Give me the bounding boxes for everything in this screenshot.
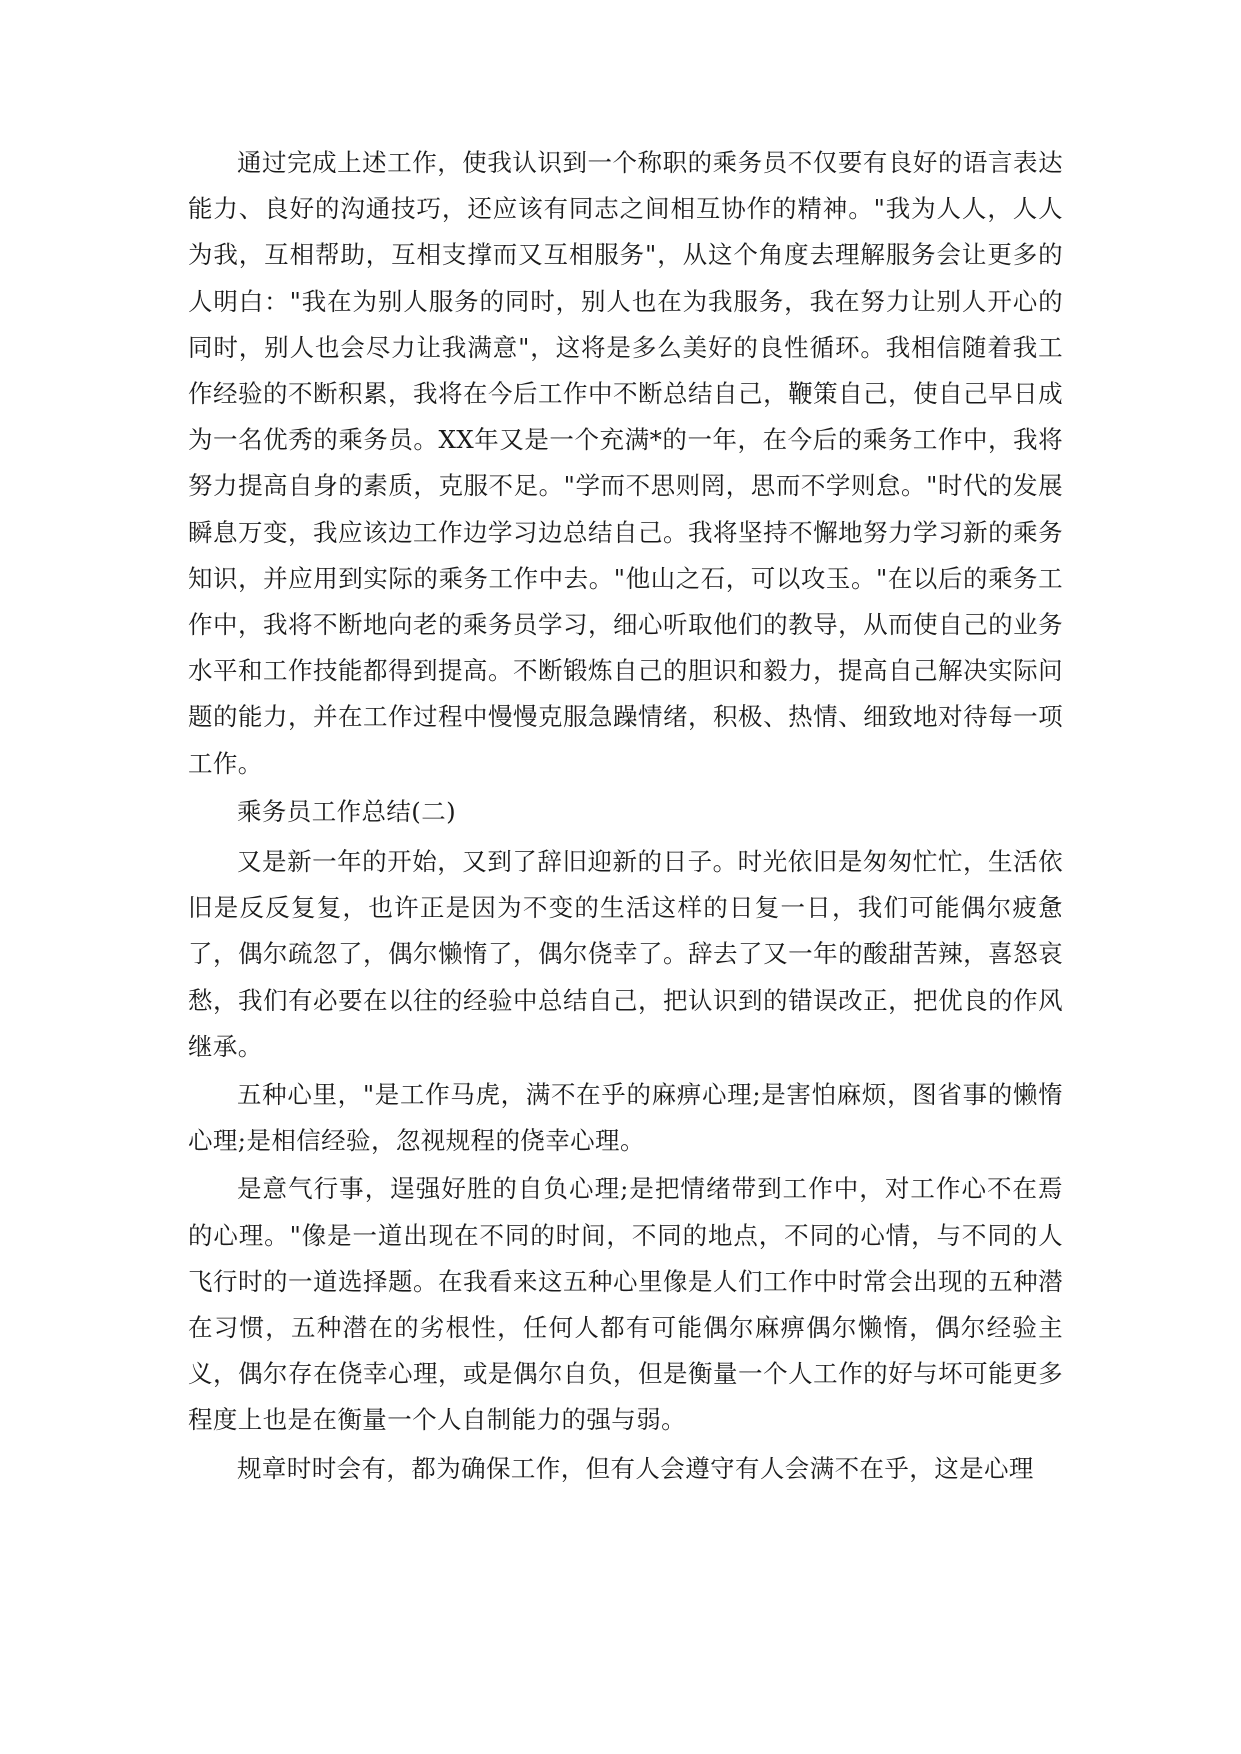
paragraph-five-mindsets: 五种心里，"是工作马虎，满不在乎的麻痹心理;是害怕麻烦，图省事的懒惰心理;是相信经验，忽视规程的侥幸心理。 <box>188 1080 1063 1156</box>
paragraph-new-year: 又是新一年的开始，又到了辞旧迎新的日子。时光依旧是匆匆忙忙，生活依旧是反反复复，也许正是因为不变的生活这样的日复一日，我们可能偶尔疲惫了，偶尔疏忽了，偶尔懒惰了，偶尔侥幸了。辞去了又一年的酸甜苦辣，喜怒哀愁，我们有必要在以往的经验中总结自己，把认识到的错误改正，把优良的作风继承。 <box>188 847 1063 1061</box>
section-heading: 乘务员工作总结(二) <box>237 796 457 826</box>
paragraph-conclusion: 通过完成上述工作，使我认识到一个称职的乘务员不仅要有良好的语言表达能力、良好的沟通技巧，还应该有同志之间相互协作的精神。"我为人人，人人为我，互相帮助，互相支撑而又互相服务"，从这个角度去理解服务会让更多的人明白："我在为别人服务的同时，别人也在为我服务，我在努力让别人开心的同时，别人也会尽力让我满意"，这将是多么美好的良性循环。我相信随着我工作经验的不断积累，我将在今后工作中不断总结自己，鞭策自己，使自己早日成为一名优秀的乘务员。XX年又是一个充满*的一年，在今后的乘务工作中，我将努力提高自身的素质，克服不足。"学而不思则罔，思而不学则怠。"时代的发展瞬息万变，我应该边工作边学习边总结自己。我将坚持不懈地努力学习新的乘务知识，并应用到实际的乘务工作中去。"他山之石，可以攻玉。"在以后的乘务工作中，我将不断地向老的乘务员学习，细心听取他们的教导，从而使自己的业务水平和工作技能都得到提高。不断锻炼自己的胆识和毅力，提高自己解决实际问题的能力，并在工作过程中慢慢克服急躁情绪，积极、热情、细致地对待每一项工作。 <box>188 148 1063 778</box>
paragraph-regulations: 规章时时会有，都为确保工作，但有人会遵守有人会满不在乎，这是心理 <box>237 1453 1034 1483</box>
document-body <box>188 140 1063 1494</box>
paragraph-self-control: 是意气行事，逞强好胜的自负心理;是把情绪带到工作中，对工作心不在焉的心理。"像是一道出现在不同的时间，不同的地点，不同的心情，与不同的人飞行时的一道选择题。在我看来这五种心里像是人们工作中时常会出现的五种潜在习惯，五种潜在的劣根性，任何人都有可能偶尔麻痹偶尔懒惰，偶尔经验主义，偶尔存在侥幸心理，或是偶尔自负，但是衡量一个人工作的好与坏可能更多程度上也是在衡量一个人自制能力的强与弱。 <box>188 1174 1063 1435</box>
